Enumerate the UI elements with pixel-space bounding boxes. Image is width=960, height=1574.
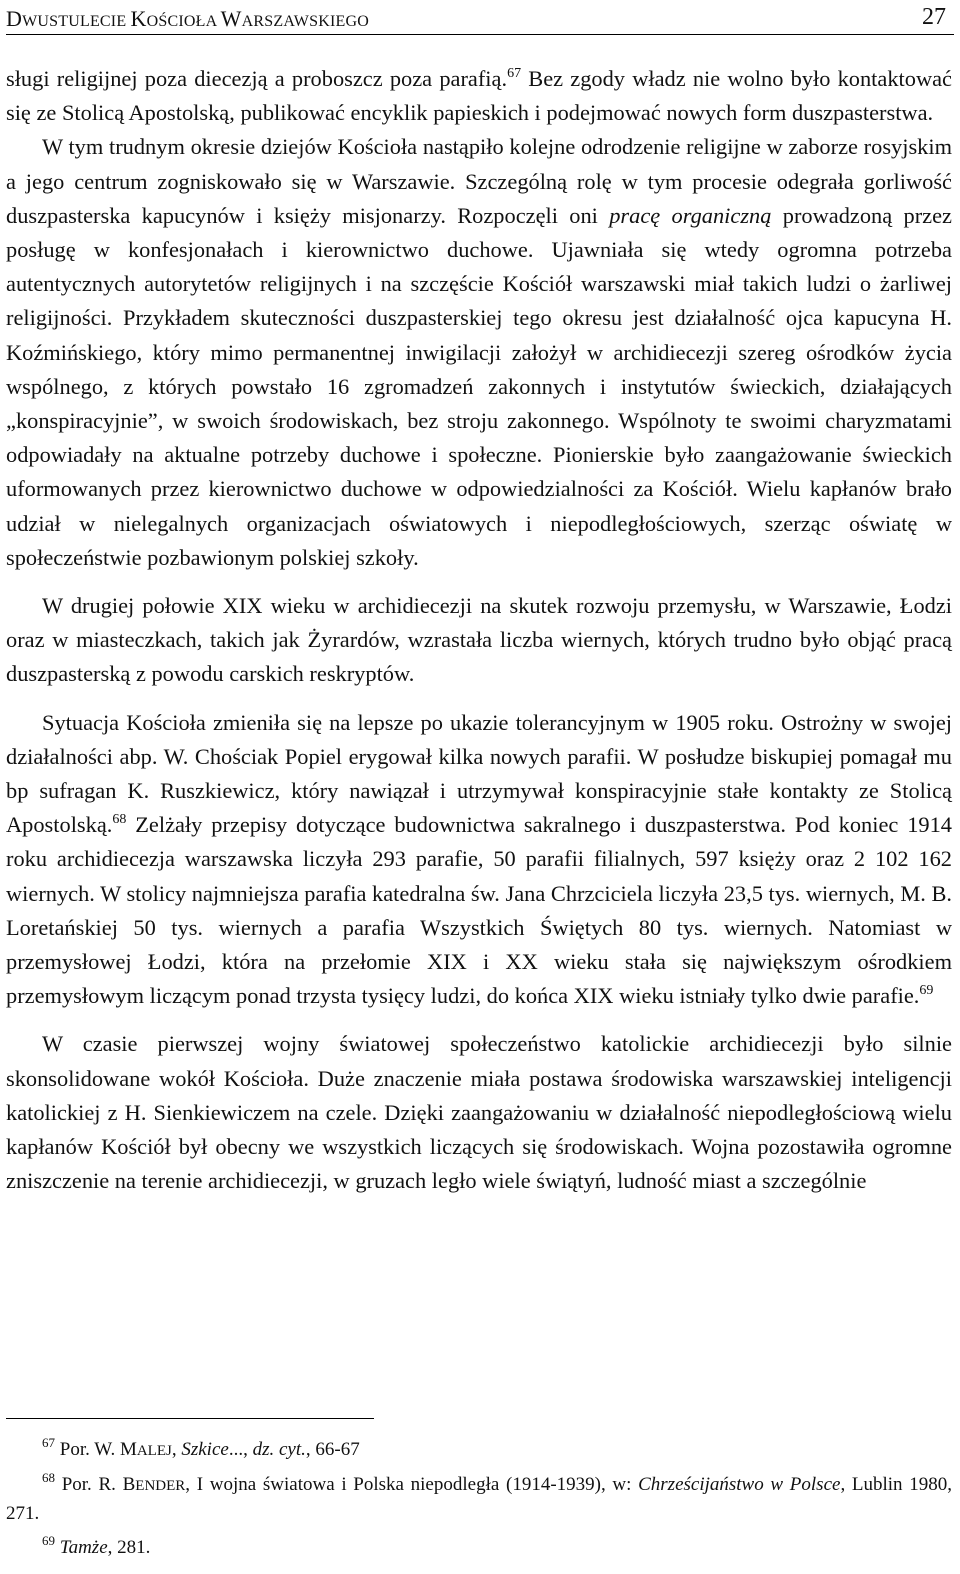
footnote-divider — [6, 1418, 374, 1419]
page-number: 27 — [922, 4, 946, 30]
running-header — [6, 0, 954, 35]
paragraph: W drugiej połowie XIX wieku w archidiecezji na skutek rozwoju przemysłu, w Warszawie, Łodzi oraz w miasteczkach, takich jak Żyrardów, wzrastała liczba wiernych, których trudno było objąć pracą duszpasterską z powodu carskich reskryptów. — [6, 593, 952, 687]
running-title: DWUSTULECIE KOŚCIOŁA WARSZAWSKIEGO — [6, 6, 369, 31]
paragraph: Sytuacja Kościoła zmieniła się na lepsze po ukazie tolerancyjnym w 1905 roku. Ostrożny w swojej działalności abp. W. Chościak Popiel erygował kilka nowych parafii. W posłudze biskupiej pomagał mu bp sufragan K. Ruszkiewicz, który nawiązał i utrzymywał konspiracyjnie stałe kontakty ze Stolicą Apostolską.$^{68}$ Zelżały przepisy dotyczące budownictwa sakralnego i duszpasterstwa. Pod koniec 1914 roku archidiecezja warszawska liczyła 293 parafie, 50 parafii filialnych, 597 księży oraz 2 102 162 wiernych. W stolicy najmniejsza parafia katedralna św. Jana Chrzciciela liczyła 23,5 tys. wiernych, M. B. Loretańskiej 50 tys. wiernych a parafia Wszystkich Świętych 80 tys. wiernych. Natomiast w przemysłowej Łodzi, która na przełomie XIX i XX wieku stała się największym ośrodkiem przemysłowym liczącym ponad trzysta tysięcy ludzi, do końca XIX wieku istniały tylko dwie parafie.$^{69}$ — [6, 709, 952, 1009]
footnote: $^{67}$ Por. W. MALEJ, Szkice..., dz. cyt., 66-67 — [42, 1435, 360, 1460]
footnote-ref: 67 — [507, 66, 522, 81]
paragraph: W tym trudnym okresie dziejów Kościoła nastąpiło kolejne odrodzenie religijne w zaborze rosyjskim a jego centrum zogniskowało się w Warszawie. Szczególną rolę w tym procesie odegrała gorliwość duszpasterska kapucynów i księży misjonarzy. Rozpoczęli oni pracę organiczną prowadzoną przez posługę w konfesjonałach i kierownictwo duchowe. Ujawniała się wtedy ogromna potrzeba autentycznych autorytetów religijnych i na szczęście Kościół warszawski miał takich ludzi o żarliwej religijności. Przykładem skuteczności duszpasterskiej tego okresu jest działalność ojca kapucyna H. Koźmińskiego, który mimo permanentnej inwigilacji założył w archidiecezji szereg ośrodków życia wspólnego, z których powstało 16 zgromadzeń zakonnych i instytutów świeckich, działających „konspiracyjnie”, w swoich środowiskach, bez stroju zakonnego. Wspólnoty te swoimi charyzmatami odpowiadały na aktualne potrzeby duchowe i społeczne. Pionierskie było zaangażowanie świeckich uformowanych przez kierownictwo duchowe w odpowiedzialności za Kościół. Wielu kapłanów brało udział w nielegalnych organizacjach oświatowych i niepodległościowych, szerząc oświatę w społeczeństwie pozbawionym polskiej szkoły. — [6, 134, 952, 570]
footnotes — [6, 1436, 952, 1562]
footnote: $^{69}$ Tamże, 281. — [42, 1533, 151, 1558]
footnote-ref: 69 — [919, 983, 934, 999]
footnote: $^{68}$ Por. R. BENDER, I wojna światowa i Polska niepodległa (1914-1939), w: Chrześcijaństwo w Polsce, Lublin 1980, 271. — [6, 1470, 952, 1524]
footnote-ref: 68 — [112, 812, 127, 828]
main-text — [6, 62, 952, 1199]
paragraph: W czasie pierwszej wojny światowej społeczeństwo katolickie archidiecezji było silnie skonsolidowane wokół Kościoła. Duże znaczenie miała postawa środowiska warszawskiej inteligencji katolickiej z H. Sienkiewiczem na czele. Dzięki zaangażowaniu w działalność niepodległościową wielu kapłanów Kościół był obecny we wszystkich liczących się środowiskach. Wojna pozostawiła ogromne zniszczenie na terenie archidiecezji, w gruzach legło wiele świątyń, ludność miast a szczególnie — [6, 1031, 952, 1194]
paragraph: sługi religijnej poza diecezją a proboszcz poza parafią.$^{67}$ Bez zgody władz nie wolno było kontaktować się ze Stolicą Apostolską, publikować encyklik papieskich i podejmować nowych form duszpasterstwa. — [6, 66, 952, 126]
